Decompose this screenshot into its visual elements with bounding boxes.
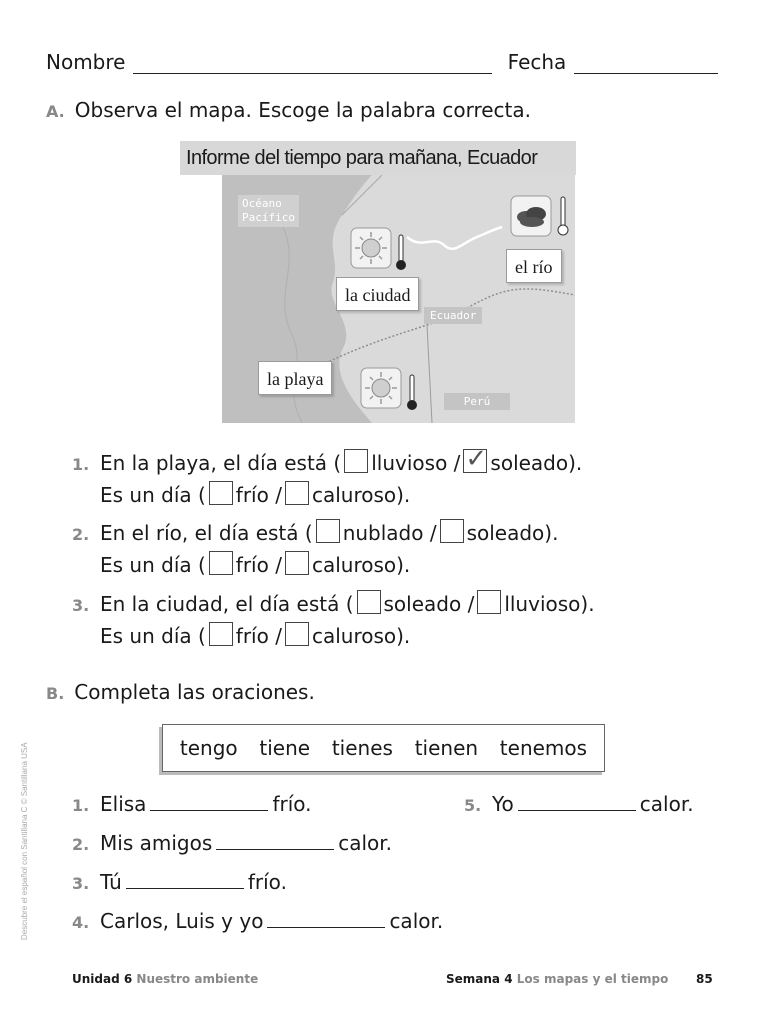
name-date-header <box>46 50 718 74</box>
option-label: frío / <box>235 553 282 577</box>
country-label-ecuador: Ecuador <box>424 307 482 324</box>
callout-beach: la playa <box>258 361 332 395</box>
question-number: 3. <box>72 596 90 615</box>
section-a-letter: A. <box>46 102 65 121</box>
sentence-b2 <box>72 831 392 855</box>
footer-week <box>446 972 668 986</box>
checkbox-nublado[interactable] <box>316 519 340 543</box>
section-b-text: Completa las oraciones. <box>74 680 315 704</box>
option-label: lluvioso). <box>504 592 595 616</box>
week-name: Los mapas y el tiempo <box>516 972 669 986</box>
question-a1 <box>72 448 582 510</box>
option-label: lluvioso / <box>371 451 461 475</box>
option-label: caluroso). <box>311 553 411 577</box>
river-weather <box>510 195 572 243</box>
section-b-instruction <box>46 680 315 704</box>
copyright-side-note: Descubre el español con Santillana C © Santillana USA <box>20 742 29 940</box>
question-number: 2. <box>72 525 90 544</box>
week-label: Semana 4 <box>446 972 513 986</box>
checkbox-lluvioso[interactable] <box>344 449 368 473</box>
ocean-label: Océano Pacífico <box>238 195 299 227</box>
sentence-text: frío. <box>272 792 312 816</box>
sentence-number: 4. <box>72 913 90 932</box>
answer-blank[interactable] <box>126 871 244 889</box>
sentence-b3 <box>72 870 287 894</box>
option-label: soleado). <box>466 521 559 545</box>
sentence-text: Carlos, Luis y yo <box>100 909 264 933</box>
checkbox-frio[interactable] <box>209 481 233 505</box>
sun-icon <box>360 367 422 413</box>
unit-label: Unidad 6 <box>72 972 133 986</box>
sentence-text: Mis amigos <box>100 831 213 855</box>
unit-name: Nuestro ambiente <box>136 972 259 986</box>
country-label-peru: Perú <box>444 393 510 410</box>
beach-weather <box>360 367 422 417</box>
word-bank-item: tienen <box>414 736 479 760</box>
sentence-text: Elisa <box>100 792 147 816</box>
checkbox-caluroso[interactable] <box>285 481 309 505</box>
question-text: En la ciudad, el día está ( <box>100 592 354 616</box>
checkbox-soleado[interactable] <box>440 519 464 543</box>
option-label: frío / <box>235 483 282 507</box>
question-text: En el río, el día está ( <box>100 521 313 545</box>
checkbox-soleado[interactable] <box>357 590 381 614</box>
question-a2 <box>72 518 558 580</box>
sentence-text: frío. <box>247 870 287 894</box>
sun-icon <box>350 227 410 271</box>
checkbox-lluvioso[interactable] <box>477 590 501 614</box>
word-bank-item: tengo <box>179 736 238 760</box>
sentence-text: calor. <box>639 792 694 816</box>
sentence-text: Yo <box>492 792 514 816</box>
sentence-text: calor. <box>389 909 444 933</box>
sentence-number: 1. <box>72 796 90 815</box>
option-label: soleado / <box>383 592 475 616</box>
sentence-b4 <box>72 909 443 933</box>
sentence-number: 2. <box>72 835 90 854</box>
sentence-text: calor. <box>338 831 393 855</box>
word-bank-item: tiene <box>259 736 311 760</box>
weather-map <box>222 175 575 423</box>
checkbox-caluroso[interactable] <box>285 622 309 646</box>
question-number: 1. <box>72 455 90 474</box>
option-label: caluroso). <box>311 483 411 507</box>
sentence-text: Tú <box>100 870 122 894</box>
callout-river: el río <box>506 249 562 283</box>
question-text: En la playa, el día está ( <box>100 451 342 475</box>
section-a-instruction <box>46 98 531 122</box>
word-bank-item: tienes <box>331 736 393 760</box>
option-label: caluroso). <box>311 624 411 648</box>
cloud-icon <box>510 195 572 239</box>
checkbox-frio[interactable] <box>209 622 233 646</box>
answer-blank[interactable] <box>518 793 636 811</box>
name-field[interactable] <box>133 56 491 74</box>
section-b-letter: B. <box>46 684 65 703</box>
checkbox-frio[interactable] <box>209 551 233 575</box>
question-text: Es un día ( <box>100 624 206 648</box>
word-bank-item: tenemos <box>499 736 588 760</box>
option-label: soleado). <box>490 451 583 475</box>
name-label: Nombre <box>46 50 126 74</box>
page-number: 85 <box>696 972 713 986</box>
question-text: Es un día ( <box>100 483 206 507</box>
sentence-b5 <box>464 792 694 816</box>
checkbox-soleado[interactable] <box>463 449 487 473</box>
answer-blank[interactable] <box>267 910 385 928</box>
answer-blank[interactable] <box>216 832 334 850</box>
question-a3 <box>72 589 595 651</box>
sentence-b1 <box>72 792 312 816</box>
sentence-number: 5. <box>464 796 482 815</box>
checkbox-caluroso[interactable] <box>285 551 309 575</box>
word-bank <box>162 724 605 772</box>
date-label: Fecha <box>507 50 567 74</box>
date-field[interactable] <box>574 56 718 74</box>
option-label: frío / <box>235 624 282 648</box>
callout-city: la ciudad <box>336 277 419 311</box>
footer-unit <box>72 972 258 986</box>
sentence-number: 3. <box>72 874 90 893</box>
map-title: Informe del tiempo para mañana, Ecuador <box>180 141 576 175</box>
city-weather <box>350 227 410 275</box>
question-text: Es un día ( <box>100 553 206 577</box>
section-a-text: Observa el mapa. Escoge la palabra correcta. <box>74 98 531 122</box>
option-label: nublado / <box>342 521 437 545</box>
answer-blank[interactable] <box>150 793 268 811</box>
